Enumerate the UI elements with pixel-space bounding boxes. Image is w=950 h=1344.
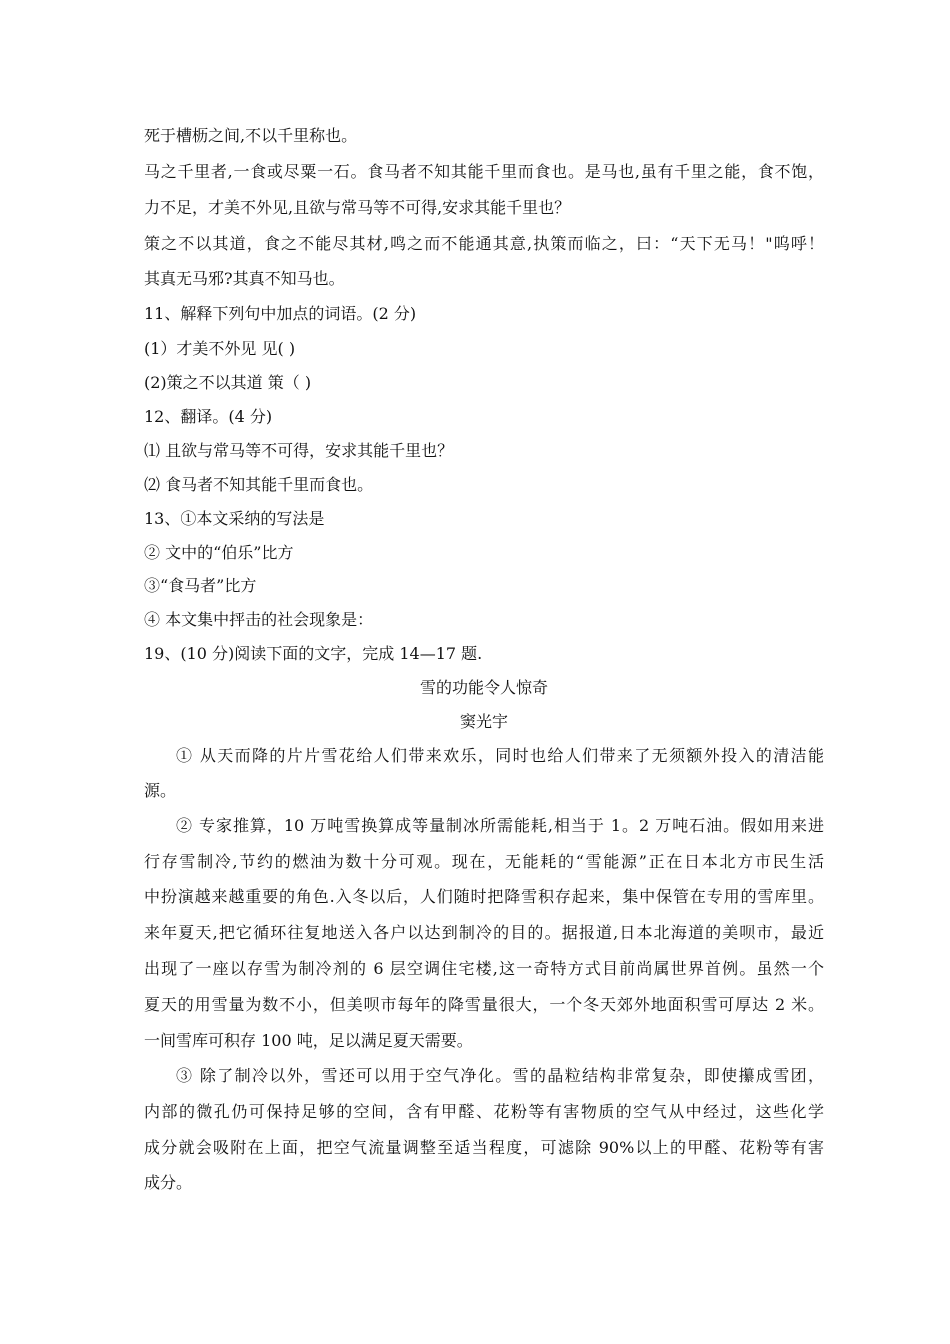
question-11-item: (2)策之不以其道 策（ ) <box>144 373 312 392</box>
question-12-item: ⑵ 食马者不知其能千里而食也。 <box>144 475 374 494</box>
article-paragraph-line: 内部的微孔仍可保持足够的空间，含有甲醛、花粉等有害物质的空气从中经过，这些化学 <box>144 1102 824 1121</box>
article-paragraph-line: ① 从天而降的片片雪花给人们带来欢乐，同时也给人们带来了无须额外投入的清洁能 <box>176 746 824 765</box>
question-13-item: ② 文中的“伯乐”比方 <box>144 543 294 562</box>
article-paragraph-line: 夏天的用雪量为数不小，但美呗市每年的降雪量很大，一个冬天郊外地面积雪可厚达 2 米。 <box>144 995 824 1014</box>
question-11-title: 11、解释下列句中加点的词语。(2 分) <box>144 304 417 323</box>
article-paragraph-line: 一间雪库可积存 100 吨，足以满足夏天需要。 <box>144 1031 473 1050</box>
question-12-title: 12、翻译。(4 分) <box>144 407 273 426</box>
article-paragraph-line: 中扮演越来越重要的角色.入冬以后，人们随时把降雪积存起来，集中保管在专用的雪库里。 <box>144 887 824 906</box>
article-paragraph-line: 来年夏天,把它循环往复地送入各户以达到制冷的目的。据报道,日本北海道的美呗市，最近 <box>144 923 824 942</box>
passage-line: 马之千里者,一食或尽粟一石。食马者不知其能千里而食也。是马也,虽有千里之能，食不饱， <box>144 162 824 181</box>
question-12-item: ⑴ 且欲与常马等不可得，安求其能千里也？ <box>144 441 454 460</box>
article-title: 雪的功能令人惊奇 <box>419 678 548 697</box>
question-11-item: (1）才美不外见 见( ) <box>144 339 296 358</box>
article-paragraph-line: 成分。 <box>144 1173 193 1192</box>
question-19-title: 19、(10 分)阅读下面的文字，完成 14—17 题. <box>144 644 483 663</box>
passage-line: 力不足，才美不外见,且欲与常马等不可得,安求其能千里也？ <box>144 198 571 217</box>
article-paragraph-line: 源。 <box>144 781 177 800</box>
article-author: 窦光宇 <box>459 712 508 731</box>
article-paragraph-line: 出现了一座以存雪为制冷剂的 6 层空调住宅楼,这一奇特方式目前尚属世界首例。虽然一个 <box>144 959 824 978</box>
question-13-item: ③“食马者”比方 <box>144 576 257 595</box>
question-13-item: ④ 本文集中抨击的社会现象是： <box>144 610 374 629</box>
passage-line: 策之不以其道，食之不能尽其材,鸣之而不能通其意,执策而临之，曰：“天下无马！"呜呼！ <box>144 234 824 253</box>
article-paragraph-line: 行存雪制冷,节约的燃油为数十分可观。现在，无能耗的“雪能源”正在日本北方市民生活 <box>144 852 824 871</box>
article-paragraph-line: ③ 除了制冷以外，雪还可以用于空气净化。雪的晶粒结构非常复杂，即使攥成雪团， <box>176 1066 824 1085</box>
article-paragraph-line: 成分就会吸附在上面，把空气流量调整至适当程度，可滤除 90%以上的甲醛、花粉等有害 <box>144 1138 824 1157</box>
article-paragraph-line: ② 专家推算，10 万吨雪换算成等量制冰所需能耗,相当于 1。2 万吨石油。假如用来进 <box>176 816 824 835</box>
question-13-item: 13、①本文采纳的写法是 <box>144 509 325 528</box>
passage-line: 其真无马邪?其真不知马也。 <box>144 269 345 288</box>
passage-line: 死于槽枥之间,不以千里称也。 <box>144 126 358 145</box>
